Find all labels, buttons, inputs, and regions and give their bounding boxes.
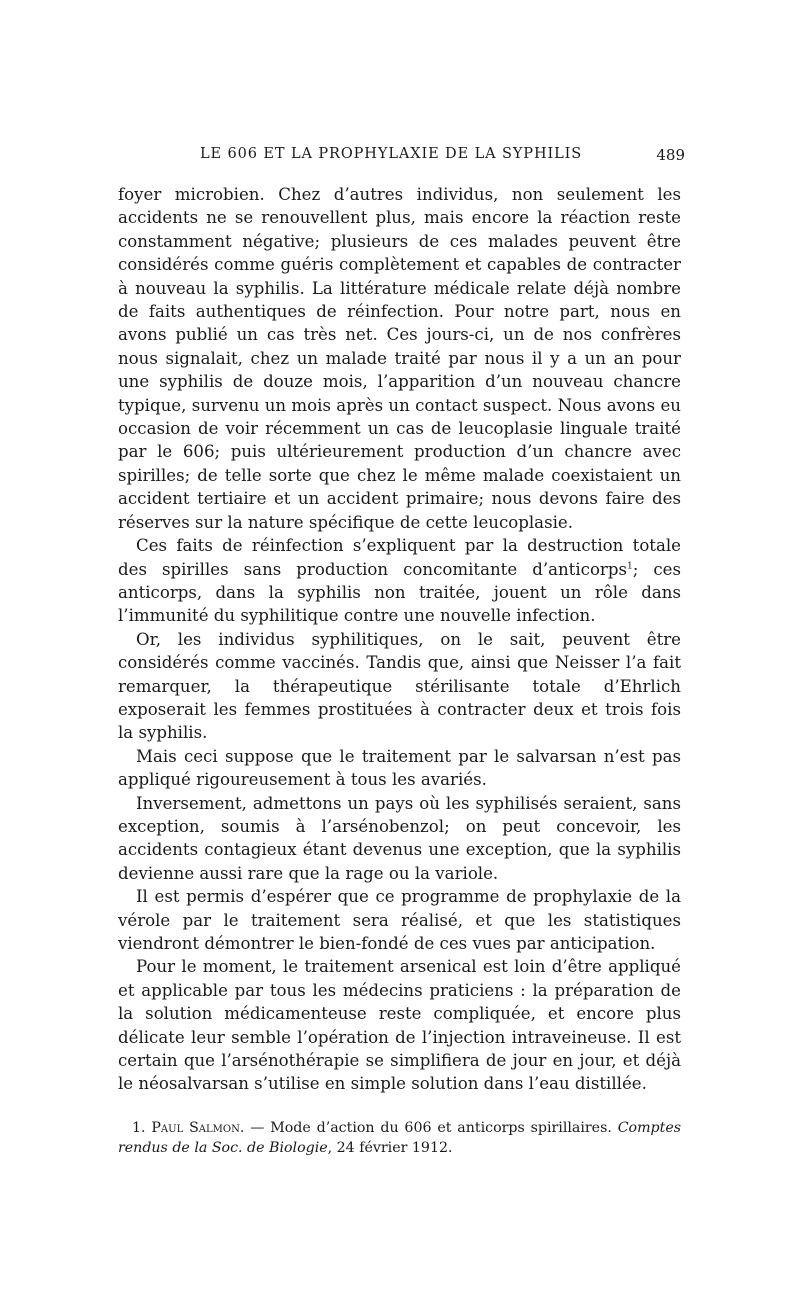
paragraph-text: ; ces anticorps, dans la syphilis non traitée, jouent un rôle dans l’immunité du syphilitique contre une nouvelle infection.: [118, 559, 682, 626]
paragraph-reinfection: [118, 534, 681, 628]
footnote-reference[interactable]: 1: [627, 560, 633, 571]
paragraph-continuation: foyer microbien. Chez d’autres individus, non seulement les accidents ne se renouvellent plus, mais encore la réaction reste constamment négative; plusieurs de ces malades peuvent être considérés comme guéris complètement et capables de contracter à nouveau la syphilis. La littérature médicale relate déjà nombre de faits authentiques de réinfection. Pour notre part, nous en avons publié un cas très net. Ces jours-ci, un de nos confrères nous signalait, chez un malade traité par nous il y a un an pour une syphilis de douze mois, l’apparition d’un nouveau chancre typique, survenu un mois après un contact suspect. Nous avons eu occasion de voir récemment un cas de leucoplasie linguale traité par le 606; puis ultérieurement production d’un chancre avec spirilles; de telle sorte que chez le même malade coexistaient un accident tertiaire et un accident primaire; nous devons faire des réserves sur la nature spécifique de cette leucoplasie.: [118, 185, 681, 532]
running-head: [120, 146, 685, 170]
paragraph-text: Ces faits de réinfection s’expliquent par la destruction totale des spirilles sans production concomitante d’anticorps: [118, 536, 681, 579]
paragraph-moment: Pour le moment, le traitement arsenical est loin d’être appliqué et applicable par tous les médecins praticiens : la préparation de la solution médicamenteuse reste compliquée, et encore plus délicate leur semble l’opération de l’injection intraveineuse. Il est certain que l’arsénothérapie se simplifiera de jour en jour, et déjà le néosalvarsan s’utilise en simple solution dans l’eau distillée.: [118, 957, 681, 1094]
paragraph-inversement: Inversement, admettons un pays où les syphilisés seraient, sans exception, soumis à l’arsénobenzol; on peut concevoir, les accidents contagieux étant devenus une exception, que la syphilis devienne aussi rare que la rage ou la variole.: [118, 793, 681, 883]
footnote-date: , 24 février 1912.: [327, 1140, 453, 1156]
footnote-number: 1.: [132, 1120, 146, 1136]
footnote-author: Paul Salmon.: [151, 1120, 245, 1136]
paragraph-programme: Il est permis d’espérer que ce programme de prophylaxie de la vérole par le traitement sera réalisé, et que les statistiques viendront démontrer le bien-fondé de ces vues par anticipation.: [118, 887, 681, 953]
paragraph-salvarsan: Mais ceci suppose que le traitement par le salvarsan n’est pas appliqué rigoureusement à tous les avariés.: [118, 746, 681, 790]
page-number: 489: [656, 146, 685, 164]
body-text: [118, 183, 681, 1096]
footnote-text: — Mode d’action du 606 et anticorps spirillaires.: [244, 1120, 618, 1136]
footnote-journal: Comptes rendus de la Soc. de Biologie: [118, 1120, 682, 1156]
paragraph-vaccines: Or, les individus syphilitiques, on le sait, peuvent être considérés comme vaccinés. Tandis que, ainsi que Neisser l’a fait remarquer, la thérapeutique stérilisante totale d’Ehrlich exposerait les femmes prostituées à contracter deux et trois fois la syphilis.: [118, 629, 681, 743]
footnote: [118, 1118, 681, 1158]
running-title: LE 606 ET LA PROPHYLAXIE DE LA SYPHILIS: [200, 146, 583, 162]
